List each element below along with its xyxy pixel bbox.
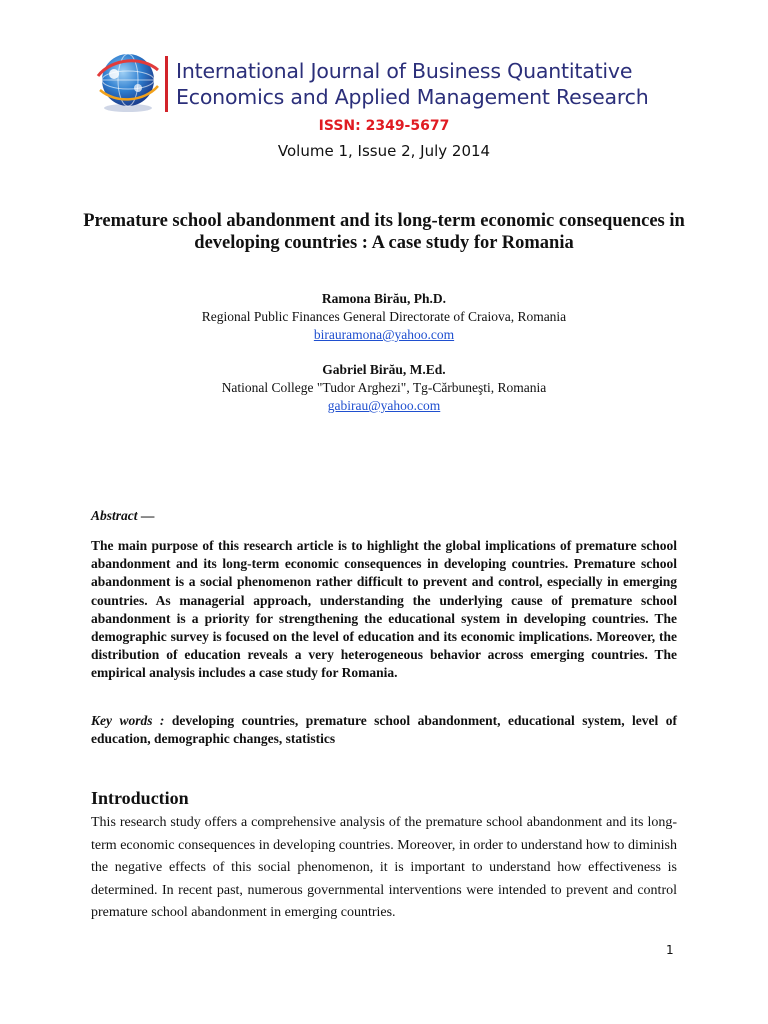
journal-title: [176, 58, 649, 110]
header-rule: [165, 56, 168, 112]
volume-issue: Volume 1, Issue 2, July 2014: [277, 142, 491, 160]
keywords-label: Key words :: [91, 713, 165, 728]
keywords-text: developing countries, premature school abandonment, educational system, level of education, demographic changes, statistics: [91, 713, 678, 747]
author-block-2: [0, 361, 768, 415]
author-block-1: [0, 290, 768, 344]
author-email-link[interactable]: gabirau@yahoo.com: [327, 398, 441, 413]
page-number: 1: [666, 943, 674, 957]
author-affiliation: National College "Tudor Arghezi", Tg-Cărbuneşti, Romania: [221, 380, 547, 395]
keywords: [91, 712, 677, 748]
journal-title-line2: Economics and Applied Management Research: [176, 85, 649, 109]
author-name: Ramona Birău, Ph.D.: [321, 291, 447, 306]
issn: ISSN: 2349-5677: [318, 118, 450, 134]
author-email-link[interactable]: birauramona@yahoo.com: [313, 327, 455, 342]
section-heading-introduction: Introduction: [91, 788, 189, 808]
author-name: Gabriel Birău, M.Ed.: [322, 362, 446, 377]
globe-icon: [92, 50, 168, 114]
author-affiliation: Regional Public Finances General Directorate of Craiova, Romania: [201, 309, 567, 324]
abstract-label: Abstract: [91, 508, 138, 523]
abstract-heading: [91, 508, 154, 524]
paper-title: Premature school abandonment and its long-term economic consequences in developing countries : A case study for Romania: [83, 211, 685, 253]
journal-header: [92, 50, 692, 120]
abstract-text: The main purpose of this research article is to highlight the global implications of premature school abandonment and its long-term economic consequences in developing countries. Premature school abandonment is a social phenomenon rather difficult to prevent and control, especially in emerging countries. As managerial approach, understanding the underlying cause of premature school abandonment is a priority for strengthening the educational system in developing countries. The demographic survey is focused on the level of education and its economic implications. Moreover, the distribution of education reveals a very heterogeneous behavior across emerging countries. The empirical analysis includes a case study for Romania.: [91, 538, 677, 681]
introduction-text: This research study offers a comprehensive analysis of the premature school abandonment and its long-term economic consequences in developing countries. Moreover, in order to understand how to diminish the negative effects of this social phenomenon, it is important to understand how effectiveness is determined. In recent past, numerous governmental interventions were intended to prevent and control premature school abandonment in emerging countries.: [91, 815, 677, 920]
journal-title-line1: International Journal of Business Quantitative: [176, 59, 633, 83]
abstract-dash: —: [140, 508, 155, 523]
